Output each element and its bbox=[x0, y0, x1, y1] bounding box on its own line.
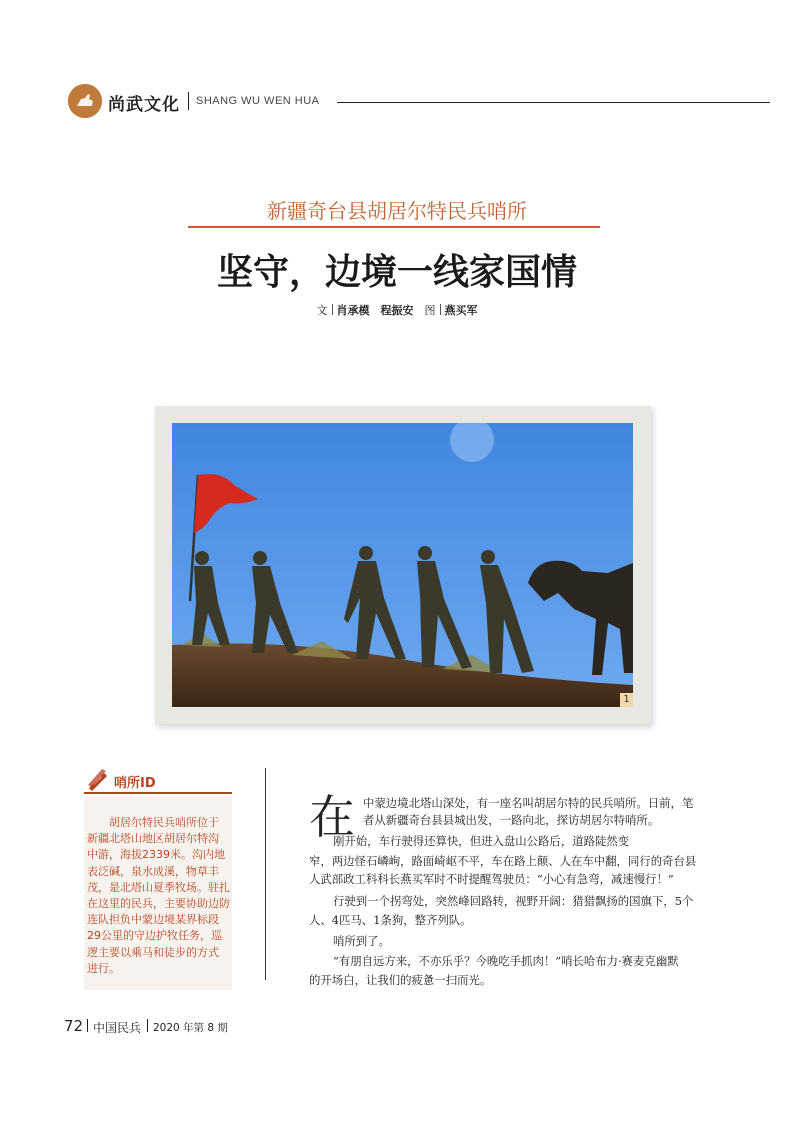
footer-divider bbox=[147, 1019, 148, 1032]
page-number: 72 bbox=[64, 1017, 84, 1035]
sidebar-line: 胡居尔特民兵哨所位于 bbox=[109, 816, 219, 829]
byline bbox=[0, 302, 794, 318]
article-subtitle: 新疆奇台县胡居尔特民兵哨所 bbox=[267, 199, 527, 223]
photo-number: 1 bbox=[620, 693, 633, 707]
sidebar-line: 进行。 bbox=[87, 961, 120, 975]
body-line: 中蒙边境北塔山深处，有一座名叫胡居尔特的民兵哨所。日前，笔 bbox=[363, 796, 694, 810]
sidebar-line: 逻主要以乘马和徒步的方式 bbox=[87, 945, 219, 959]
sidebar-line: 29公里的守边护牧任务，巡 bbox=[87, 929, 222, 943]
sidebar-line: 在这里的民兵，主要协助边防 bbox=[87, 897, 230, 911]
body-line: 者从新疆奇台县县城出发，一路向北，探访胡居尔特哨所。 bbox=[363, 813, 660, 827]
body-line: “有朋自远方来，不亦乐乎？今晚吃手抓肉！”哨长哈布力·赛麦克幽默 bbox=[333, 954, 679, 968]
byline-authors: 肖承模 程振安 bbox=[336, 304, 414, 317]
pencil-ruler-icon bbox=[86, 767, 110, 791]
body-line: 的开场白，让我们的疲惫一扫而光。 bbox=[309, 973, 492, 987]
article-photo bbox=[172, 423, 633, 707]
sidebar-heading: 哨所ID bbox=[114, 776, 156, 791]
article-title: 坚守，边境一线家国情 bbox=[216, 252, 577, 293]
body-line: 行驶到一个拐弯处，突然峰回路转，视野开阔：猎猎飘扬的国旗下，5个 bbox=[333, 894, 694, 908]
byline-divider bbox=[440, 304, 441, 315]
body-line: 人、4匹马、1条狗，整齐列队。 bbox=[309, 913, 472, 927]
drop-cap: 在 bbox=[309, 790, 355, 844]
byline-divider bbox=[332, 304, 333, 315]
sidebar-line: 连队担负中蒙边境某界标段 bbox=[87, 913, 219, 927]
footer-divider bbox=[87, 1019, 88, 1032]
sidebar-rule bbox=[84, 792, 232, 794]
sidebar-line: 新疆北塔山地区胡居尔特沟 bbox=[87, 832, 219, 846]
body-line: 刚开始，车行驶得还算快，但进入盘山公路后，道路陡然变 bbox=[333, 834, 630, 848]
section-pinyin: SHANG WU WEN HUA bbox=[196, 95, 320, 107]
column-divider bbox=[265, 768, 266, 980]
byline-photo-label: 图 bbox=[424, 304, 436, 317]
body-line: 窄，两边怪石嶙峋，路面崎岖不平，车在路上颠、人在车中翻，同行的奇台县 bbox=[309, 854, 697, 868]
body-line: 人武部政工科科长燕买军时不时提醒驾驶员：“小心有急弯，减速慢行！” bbox=[309, 872, 674, 886]
sidebar-line: 茂，是北塔山夏季牧场。驻扎 bbox=[87, 880, 230, 894]
byline-photographer: 燕买军 bbox=[444, 304, 478, 317]
sidebar-line: 表泛碱，泉水成溪，物草丰 bbox=[87, 864, 219, 878]
body-line: 哨所到了。 bbox=[333, 934, 390, 948]
section-title: 尚武文化 bbox=[108, 95, 180, 115]
magazine-name: 中国民兵 bbox=[93, 1021, 142, 1035]
sidebar-line: 中游，海拔2339米。沟内地 bbox=[87, 848, 225, 862]
subtitle-underline bbox=[188, 226, 600, 228]
section-logo-icon bbox=[68, 84, 102, 118]
sidebar-text bbox=[87, 815, 231, 977]
byline-text-label: 文 bbox=[316, 304, 328, 317]
issue-label: 2020 年第 8 期 bbox=[153, 1022, 228, 1034]
header-divider bbox=[188, 92, 189, 110]
header-rule bbox=[337, 102, 770, 103]
